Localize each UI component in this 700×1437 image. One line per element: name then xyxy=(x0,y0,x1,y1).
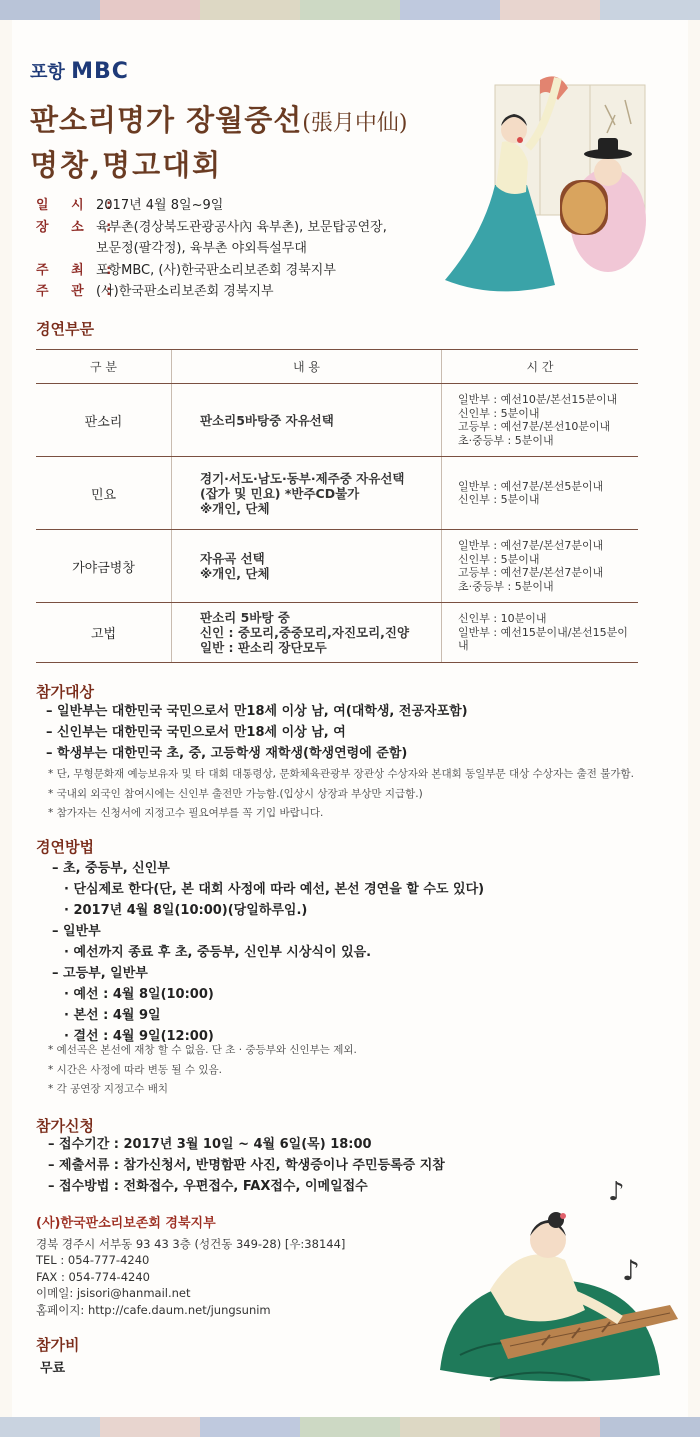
contact-block xyxy=(36,1216,345,1318)
title-line2: 명창,명고대회 xyxy=(30,148,223,182)
list-item: – 접수기간 : 2017년 3월 10일 ~ 4월 6일(목) 18:00 xyxy=(48,1137,372,1152)
table-cell-time xyxy=(442,457,639,530)
info-key-date: 일 시 : xyxy=(36,198,121,213)
contact-address: 경북 경주시 서부동 93 43 3층 (성건동 349-28) [우:38144] xyxy=(36,1236,346,1251)
table-row xyxy=(36,457,638,530)
info-value-date: 2017년 4월 8일~9일 xyxy=(96,198,224,213)
info-row-venue xyxy=(36,217,387,239)
list-item: – 제출서류 : 참가신청서, 반명함판 사진, 학생증이나 주민등록증 지참 xyxy=(48,1158,445,1173)
note-line: * 시간은 사정에 따라 변동 될 수 있음. xyxy=(48,1063,222,1076)
list-item: – 일반부 xyxy=(52,924,101,939)
note-line: * 각 공연장 지정고수 배치 xyxy=(48,1083,169,1095)
gayageum-player-illustration xyxy=(430,1140,695,1410)
time-line: 일반부 : 예선7분/본선5분이내 xyxy=(458,479,604,493)
list-item: – 고등부, 일반부 xyxy=(52,966,148,981)
singer-drummer-illustration xyxy=(440,60,690,295)
table-cell-category: 고법 xyxy=(36,603,172,663)
fee-value: 무료 xyxy=(40,1361,66,1376)
table-row xyxy=(36,530,638,603)
table-header-row xyxy=(36,350,638,384)
info-key-venue: 장 소 : xyxy=(36,219,121,235)
time-line: 일반부 : 예선15분이내/본선15분이내 xyxy=(458,625,628,653)
time-line: 초·중등부 : 5분이내 xyxy=(458,433,554,447)
eligibility-list xyxy=(46,701,468,764)
section-title-method: 경연방법 xyxy=(36,838,94,856)
info-value-venue-cont: 보문정(팔각정), 육부촌 야외특설무대 xyxy=(96,241,307,256)
list-item: · 예선까지 종료 후 초, 중등부, 신인부 시상식이 있음. xyxy=(64,945,372,960)
section-title-eligibility: 참가대상 xyxy=(36,683,94,701)
eligibility-notes xyxy=(48,765,634,824)
method-list xyxy=(52,858,484,1047)
section-title-fee: 참가비 xyxy=(36,1336,80,1354)
contact-fax: FAX : 054-774-4240 xyxy=(36,1269,150,1284)
contact-org: (사)한국판소리보존회 경북지부 xyxy=(36,1216,216,1231)
contact-tel: TEL : 054-777-4240 xyxy=(36,1253,150,1267)
logo-prefix: 포항 xyxy=(30,62,65,83)
note-line: * 단, 무형문화재 예능보유자 및 타 대회 대통령상, 문화체육관광부 장관상 수상자와 본대회 동일부문 대상 수상자는 출전 불가함. xyxy=(48,768,634,780)
table-cell-content xyxy=(172,457,442,530)
time-line: 신인부 : 5분이내 xyxy=(458,493,540,506)
time-line: 초·중등부 : 5분이내 xyxy=(458,579,554,593)
content-line: 판소리5바탕중 자유선택 xyxy=(200,412,334,428)
time-line: 일반부 : 예선10분/본선15분이내 xyxy=(458,393,618,406)
info-row-venue-cont xyxy=(36,238,387,260)
table-cell-category: 판소리 xyxy=(36,384,172,457)
table-cell-time xyxy=(442,384,639,457)
list-item: – 접수방법 : 전화접수, 우편접수, FAX접수, 이메일접수 xyxy=(48,1179,368,1194)
list-item: · 예선 : 4월 8일(10:00) xyxy=(64,987,214,1002)
time-line: 신인부 : 5분이내 xyxy=(458,406,540,420)
list-item: – 신인부는 대한민국 국민으로서 만18세 이상 남, 여 xyxy=(46,725,346,740)
time-line: 고등부 : 예선7분/본선10분이내 xyxy=(458,420,611,433)
table-cell-time xyxy=(442,530,639,603)
table-header: 구 분 xyxy=(36,350,172,384)
contact-email: 이메일: jsisori@hanmail.net xyxy=(36,1286,191,1300)
info-key-host: 주 최 : xyxy=(36,262,121,278)
info-key-organizer: 주 관 : xyxy=(36,284,121,299)
info-row-host xyxy=(36,260,387,282)
section-title-categories: 경연부문 xyxy=(36,320,94,338)
content-line: (잡가 및 민요) *반주CD불가 xyxy=(200,485,360,501)
time-line: 신인부 : 10분이내 xyxy=(458,612,547,626)
list-item: · 단심제로 한다(단, 본 대회 사정에 따라 예선, 본선 경연을 할 수도 있다) xyxy=(64,882,485,897)
logo-brand: MBC xyxy=(71,59,129,84)
time-line: 고등부 : 예선7분/본선7분이내 xyxy=(458,566,604,579)
svg-text:♪: ♪ xyxy=(608,1177,625,1207)
mbc-logo xyxy=(30,58,129,84)
table-cell-time xyxy=(442,603,639,663)
list-item: – 초, 중등부, 신인부 xyxy=(52,861,170,876)
title-line1: 판소리명가 장월중선 xyxy=(30,103,303,137)
info-value-organizer: (사)한국판소리보존회 경북지부 xyxy=(96,284,274,299)
list-item: · 2017년 4월 8일(10:00)(당일하루임.) xyxy=(64,903,308,918)
list-item: · 결선 : 4월 9일(12:00) xyxy=(64,1029,214,1044)
content-line: 판소리 5바탕 중 xyxy=(200,610,290,625)
table-header: 시 간 xyxy=(442,350,639,384)
categories-table xyxy=(36,349,638,663)
title-hanja: (張月中仙) xyxy=(302,111,408,136)
content-line: 경기·서도·남도·동부·제주중 자유선택 xyxy=(200,470,405,486)
event-info xyxy=(36,195,387,303)
content-line: 신인 : 중모리,중중모리,자진모리,진양 xyxy=(200,625,410,640)
table-cell-content xyxy=(172,530,442,603)
contact-homepage: 홈페이지: http://cafe.daum.net/jungsunim xyxy=(36,1302,271,1317)
info-value-host: 포항MBC, (사)한국판소리보존회 경북지부 xyxy=(96,262,336,278)
list-item: – 일반부는 대한민국 국민으로서 만18세 이상 남, 여(대학생, 전공자포함) xyxy=(46,704,468,719)
note-line: * 참가자는 신청서에 지정고수 필요여부를 꼭 기입 바랍니다. xyxy=(48,807,324,819)
list-item: · 본선 : 4월 9일 xyxy=(64,1008,161,1023)
table-cell-content xyxy=(172,603,442,663)
section-title-apply: 참가신청 xyxy=(36,1117,94,1135)
content-line: ※개인, 단체 xyxy=(200,566,270,581)
info-value-venue: 육부촌(경상북도관광공사內 육부촌), 보문탑공연장, xyxy=(96,219,387,235)
time-line: 일반부 : 예선7분/본선7분이내 xyxy=(458,539,604,552)
table-row xyxy=(36,384,638,457)
table-cell-category: 민요 xyxy=(36,457,172,530)
info-row-organizer xyxy=(36,281,387,303)
table-cell-content xyxy=(172,384,442,457)
content-line: 자유곡 선택 xyxy=(200,551,265,566)
bottom-pattern-band xyxy=(0,1417,700,1437)
apply-list xyxy=(48,1134,445,1197)
table-header: 내 용 xyxy=(172,350,442,384)
note-line: * 예선곡은 본선에 재창 할 수 없음. 단 초 · 중등부와 신인부는 제외. xyxy=(48,1044,357,1056)
list-item: – 학생부는 대한민국 초, 중, 고등학생 재학생(학생연령에 준함) xyxy=(46,746,408,761)
poster-title xyxy=(30,100,407,185)
top-pattern-band xyxy=(0,0,700,20)
svg-text:♪: ♪ xyxy=(622,1254,640,1287)
table-row xyxy=(36,603,638,663)
time-line: 신인부 : 5분이내 xyxy=(458,552,540,566)
info-row-date xyxy=(36,195,387,217)
method-notes xyxy=(48,1041,357,1100)
note-line: * 국내외 외국인 참여시에는 신인부 출전만 가능함.(입상시 상장과 부상만 지급함.) xyxy=(48,787,423,800)
content-line: ※개인, 단체 xyxy=(200,500,270,516)
table-cell-category: 가야금병창 xyxy=(36,530,172,603)
content-line: 일반 : 판소리 장단모두 xyxy=(200,640,327,655)
